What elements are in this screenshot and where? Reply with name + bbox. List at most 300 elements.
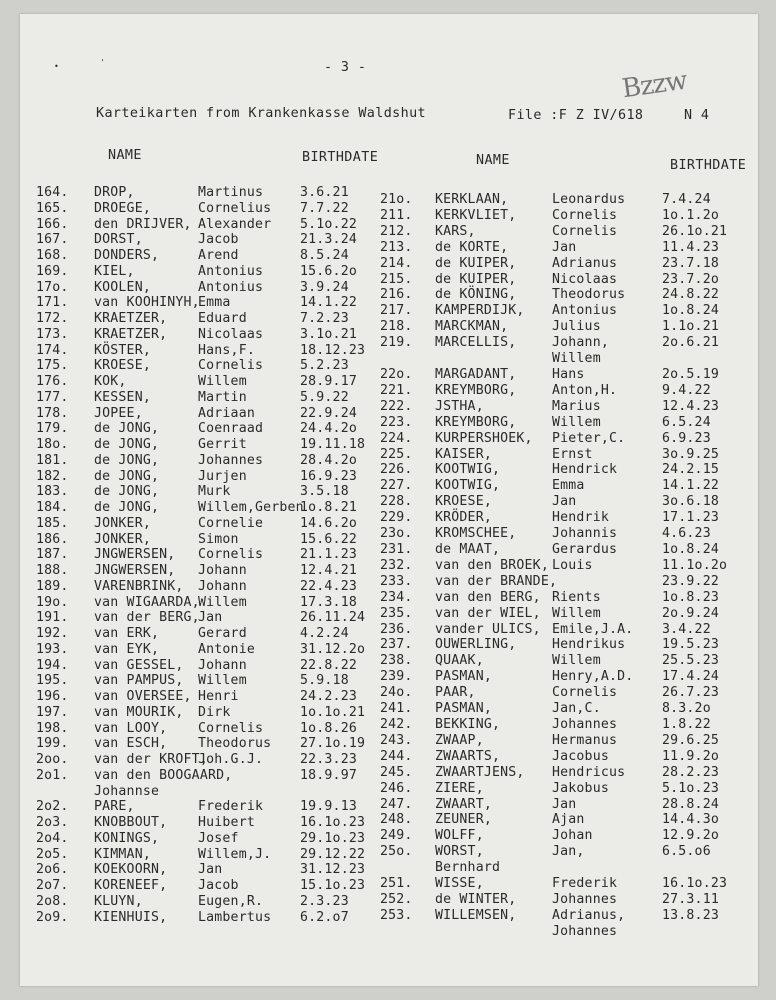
entry-surname: van der KROFT,	[94, 752, 208, 767]
entry-surname: KROESE,	[94, 358, 151, 374]
entry-given-name: Cornelis	[198, 358, 264, 374]
entry-number: 2o8.	[36, 893, 69, 909]
entry-surname: WISSE,	[435, 876, 484, 892]
entry-number: 227.	[380, 478, 413, 494]
entry-surname: vander ULICS,	[435, 621, 541, 637]
entry-given-name: Johannes	[198, 452, 264, 468]
entry-birthdate: 3o.6.18	[662, 494, 719, 510]
entry-birthdate: 31.12.2o	[300, 641, 366, 657]
entry-number: 165.	[36, 200, 69, 216]
entry-surname: KAISER,	[435, 446, 492, 462]
entry-given-name: Louis	[552, 557, 593, 573]
entry-birthdate: 5.1o.22	[300, 216, 357, 232]
entry-given-name: Cornelis	[198, 547, 264, 563]
entry-surname: van PAMPUS,	[94, 673, 184, 689]
entry-number: 25o.	[380, 844, 413, 860]
entry-number: 2o9.	[36, 909, 69, 925]
entry-surname: WOLFF,	[435, 828, 484, 844]
column-header-name-left: NAME	[108, 148, 142, 163]
entry-birthdate: 26.1o.21	[662, 223, 728, 239]
entry-number: 249.	[380, 828, 413, 844]
entry-number: 191.	[36, 610, 69, 626]
entry-number: 231.	[380, 542, 413, 558]
entry-birthdate: 16.9.23	[300, 468, 357, 484]
entry-birthdate: 18.9.97	[300, 767, 357, 783]
entry-given-name: Rients	[552, 589, 601, 605]
entry-surname: KERKVLIET,	[435, 207, 517, 223]
entry-number: 182.	[36, 468, 69, 484]
entry-given-name: Leonardus	[552, 192, 626, 207]
entry-birthdate: 19.5.23	[662, 637, 719, 653]
entry-birthdate: 15.6.22	[300, 531, 357, 547]
entry-birthdate: 1.1o.21	[662, 319, 719, 335]
entry-number: 169.	[36, 263, 69, 279]
entry-given-name: Nicolaas	[198, 326, 264, 342]
entry-number: 216.	[380, 287, 413, 303]
entry-given-name: Josef	[198, 830, 239, 846]
entry-given-name: Emile,J.A.	[552, 621, 634, 637]
entry-number: 252.	[380, 892, 413, 908]
column-header-birthdate-left: BIRTHDATE	[302, 150, 379, 165]
entry-surname: van der BRANDE,	[435, 573, 558, 589]
entry-surname: KOEKOORN,	[94, 862, 168, 878]
entry-surname: van den BERG,	[435, 589, 541, 605]
entry-surname: MARGADANT,	[435, 367, 517, 382]
entry-number: 172.	[36, 311, 69, 326]
entry-given-name: Cornelis	[552, 685, 618, 701]
entry-surname: KERKLAAN,	[435, 192, 509, 207]
entry-birthdate: 29.1o.23	[300, 830, 366, 846]
entry-number: 17o.	[36, 279, 69, 295]
entry-given-name: Ernst	[552, 446, 593, 462]
entry-number: 218.	[380, 319, 413, 335]
entry-number: 181.	[36, 452, 69, 468]
entry-birthdate: 14.1.22	[662, 478, 719, 494]
entry-given-name: Theodorus	[198, 736, 272, 752]
entry-given-name: Johan	[552, 828, 593, 844]
entry-surname: KIMMAN,	[94, 846, 151, 862]
handwritten-stamp: Bzzw	[620, 65, 689, 105]
entry-number: 244.	[380, 748, 413, 764]
entry-birthdate: 18.12.23	[300, 342, 366, 358]
entry-birthdate: 23.7.2o	[662, 271, 719, 287]
entry-birthdate: 5.2.23	[300, 358, 349, 374]
entry-birthdate: 23.9.22	[662, 573, 719, 589]
entry-birthdate: 28.9.17	[300, 374, 357, 389]
entry-number: 173.	[36, 326, 69, 342]
entry-given-name: Pieter,C.	[552, 430, 626, 446]
entry-number: 253.	[380, 907, 413, 923]
entry-number: 241.	[380, 701, 413, 717]
entry-number: 2o3.	[36, 815, 69, 830]
entry-number: 19o.	[36, 594, 69, 610]
entry-number: 238.	[380, 653, 413, 669]
entry-birthdate: 16.1o.23	[662, 876, 728, 892]
entry-number: 2o5.	[36, 846, 69, 862]
entry-number: 176.	[36, 374, 69, 389]
entry-given-name: Johann,	[552, 335, 609, 351]
entry-surname: PAAR,	[435, 685, 476, 701]
entry-birthdate: 14.6.2o	[300, 515, 357, 531]
entry-surname: de JONG,	[94, 452, 160, 468]
entry-birthdate: 14.1.22	[300, 295, 357, 311]
entry-surname: KESSEN,	[94, 389, 151, 405]
entry-birthdate: 5.1o.23	[662, 780, 719, 796]
entry-surname: de JONG,	[94, 421, 160, 437]
entry-number: 236.	[380, 621, 413, 637]
entry-birthdate: 1o.8.24	[662, 303, 719, 319]
entry-given-name: Johann	[198, 578, 247, 594]
entry-number: 223.	[380, 414, 413, 430]
entry-birthdate: 2.3.23	[300, 893, 349, 909]
entry-given-name: Johannes	[552, 717, 618, 733]
entry-number: 192.	[36, 626, 69, 641]
entry-surname: de MAAT,	[435, 542, 501, 558]
entry-surname: van OVERSEE,	[94, 689, 192, 704]
entry-given-name: Gerardus	[552, 542, 618, 558]
entry-surname: de KUIPER,	[435, 255, 517, 271]
entry-number: 183.	[36, 484, 69, 500]
entry-number: 18o.	[36, 437, 69, 452]
entry-surname: KOK,	[94, 374, 127, 389]
entry-birthdate: 5.9.22	[300, 389, 349, 405]
entry-given-name: Gerard	[198, 626, 247, 641]
entry-surname: ZIERE,	[435, 780, 484, 796]
entry-number: 186.	[36, 531, 69, 547]
entry-given-name: Adrianus	[552, 255, 618, 271]
entry-birthdate: 19.11.18	[300, 437, 366, 452]
entry-number: 196.	[36, 689, 69, 704]
entry-surname: van WIGAARDA,	[94, 594, 200, 610]
entry-birthdate: 24.2.23	[300, 689, 357, 704]
entry-surname: DROP,	[94, 185, 135, 200]
entry-birthdate: 7.7.22	[300, 200, 349, 216]
entry-given-name: Willem	[552, 351, 601, 367]
entry-surname: de JONG,	[94, 437, 160, 452]
entry-birthdate: 14.4.3o	[662, 812, 719, 828]
entry-given-name: Willem	[198, 374, 247, 389]
entry-birthdate: 19.9.13	[300, 799, 357, 815]
entry-birthdate: 15.1o.23	[300, 878, 366, 893]
entry-number: 177.	[36, 389, 69, 405]
entry-surname: ZWAARTJENS,	[435, 764, 525, 780]
entry-birthdate: 1o.8.24	[662, 542, 719, 558]
entry-number: 246.	[380, 780, 413, 796]
entry-surname: van den BROEK,	[435, 557, 549, 573]
entry-given-name: Hans	[552, 367, 585, 382]
entry-surname: van GESSEL,	[94, 657, 184, 673]
entry-number: 221.	[380, 382, 413, 398]
entry-surname: KORENEEF,	[94, 878, 168, 893]
entry-birthdate: 12.9.2o	[662, 828, 719, 844]
entry-surname: JONKER,	[94, 515, 151, 531]
entry-surname: de WINTER,	[435, 892, 517, 908]
entry-number: 234.	[380, 589, 413, 605]
entry-birthdate: 1o.8.23	[662, 589, 719, 605]
entry-birthdate: 1o.8.21	[300, 500, 357, 515]
entry-birthdate: 24.8.22	[662, 287, 719, 303]
entry-birthdate: 27.3.11	[662, 892, 719, 908]
entry-surname: de KUIPER,	[435, 271, 517, 287]
entry-surname: JNGWERSEN,	[94, 563, 176, 578]
entry-surname: KOOTWIG,	[435, 462, 501, 478]
entry-surname: JOPEE,	[94, 405, 143, 421]
punch-mark-left: •	[54, 62, 59, 71]
entry-birthdate: 21.3.24	[300, 232, 357, 248]
entry-birthdate: 22.4.23	[300, 578, 357, 594]
entry-given-name: Huibert	[198, 815, 255, 830]
entry-surname: KLUYN,	[94, 893, 143, 909]
entry-given-name: Willem	[552, 414, 601, 430]
entry-surname: de KORTE,	[435, 239, 509, 255]
entry-given-name: Cornelis	[552, 207, 618, 223]
entry-birthdate: 2o.5.19	[662, 367, 719, 382]
entry-number: 198.	[36, 720, 69, 736]
entry-given-name: Willem,J.	[198, 846, 272, 862]
entry-given-name: Martin	[198, 389, 247, 405]
entry-given-name: Eugen,R.	[198, 893, 264, 909]
punch-mark-right: '	[100, 58, 105, 67]
entry-surname: KURPERSHOEK,	[435, 430, 533, 446]
entry-birthdate: 24.4.2o	[300, 421, 357, 437]
entry-surname: MARCELLIS,	[435, 335, 517, 351]
entry-given-name: Coenraad	[198, 421, 264, 437]
entry-birthdate: 3.1o.21	[300, 326, 357, 342]
entry-surname: Johannse	[94, 783, 160, 799]
entry-birthdate: 22.9.24	[300, 405, 357, 421]
entry-birthdate: 29.12.22	[300, 846, 366, 862]
entry-number: 212.	[380, 223, 413, 239]
entry-birthdate: 17.4.24	[662, 669, 719, 685]
entry-given-name: Jan	[198, 862, 223, 878]
entry-given-name: Jan	[198, 610, 223, 626]
entry-given-name: Cornelie	[198, 515, 264, 531]
entry-number: 243.	[380, 732, 413, 748]
entry-surname: van ERK,	[94, 626, 160, 641]
entry-number: 217.	[380, 303, 413, 319]
entry-given-name: Arend	[198, 248, 239, 263]
entry-number: 197.	[36, 704, 69, 720]
entry-surname: MARCKMAN,	[435, 319, 509, 335]
entry-given-name: Willem	[552, 653, 601, 669]
entry-surname: ZEUNER,	[435, 812, 492, 828]
entry-given-name: Joh.G.J.	[198, 752, 264, 767]
entry-number: 2o6.	[36, 862, 69, 878]
entry-number: 233.	[380, 573, 413, 589]
entry-birthdate: 12.4.21	[300, 563, 357, 578]
entry-birthdate: 4.2.24	[300, 626, 349, 641]
entry-birthdate: 3.5.18	[300, 484, 349, 500]
entry-surname: BEKKING,	[435, 717, 501, 733]
entry-number: 179.	[36, 421, 69, 437]
entry-given-name: Hendrik	[552, 510, 609, 526]
entry-given-name: Murk	[198, 484, 231, 500]
entry-number: 224.	[380, 430, 413, 446]
entry-number: 178.	[36, 405, 69, 421]
entry-number: 189.	[36, 578, 69, 594]
entry-birthdate: 1o.1.2o	[662, 207, 719, 223]
entry-given-name: Antonie	[198, 641, 255, 657]
entry-given-name: Johann	[198, 657, 247, 673]
entry-birthdate: 11.9.2o	[662, 748, 719, 764]
entry-birthdate: 31.12.23	[300, 862, 366, 878]
entry-surname: KREYMBORG,	[435, 414, 517, 430]
entry-number: 171.	[36, 295, 69, 311]
entry-given-name: Nicolaas	[552, 271, 618, 287]
entry-birthdate: 12.4.23	[662, 398, 719, 414]
entry-birthdate: 26.7.23	[662, 685, 719, 701]
file-reference: File :F Z IV/618	[508, 108, 644, 123]
entry-surname: KREYMBORG,	[435, 382, 517, 398]
entry-birthdate: 21.1.23	[300, 547, 357, 563]
entry-birthdate: 4.6.23	[662, 526, 711, 542]
entry-given-name: Willem	[198, 673, 247, 689]
entry-given-name: Jacobus	[552, 748, 609, 764]
entry-birthdate: 3o.9.25	[662, 446, 719, 462]
entry-number: 222.	[380, 398, 413, 414]
entry-given-name: Antonius	[198, 279, 264, 295]
entry-number: 184.	[36, 500, 69, 515]
entry-number: 211.	[380, 207, 413, 223]
entry-birthdate: 2o.6.21	[662, 335, 719, 351]
entry-number: 213.	[380, 239, 413, 255]
entry-number: 228.	[380, 494, 413, 510]
entry-given-name: Hendricus	[552, 764, 626, 780]
entry-given-name: Hendrick	[552, 462, 618, 478]
entry-given-name: Willem	[198, 594, 247, 610]
entry-given-name: Henri	[198, 689, 239, 704]
entry-birthdate: 15.6.2o	[300, 263, 357, 279]
entry-birthdate: 2o.9.24	[662, 605, 719, 621]
entry-birthdate: 22.3.23	[300, 752, 357, 767]
entry-surname: de JONG,	[94, 484, 160, 500]
entry-given-name: Willem	[552, 605, 601, 621]
entry-given-name: Antonius	[552, 303, 618, 319]
entry-birthdate: 1.8.22	[662, 717, 711, 733]
entry-birthdate: 6.5.o6	[662, 844, 711, 860]
entry-number: 188.	[36, 563, 69, 578]
entry-surname: van MOURIK,	[94, 704, 184, 720]
entry-number: 175.	[36, 358, 69, 374]
entry-number: 237.	[380, 637, 413, 653]
entry-surname: van ESCH,	[94, 736, 168, 752]
entry-given-name: Johannes	[552, 923, 618, 939]
entry-birthdate: 5.9.18	[300, 673, 349, 689]
entry-surname: KÖSTER,	[94, 342, 151, 358]
entry-birthdate: 26.11.24	[300, 610, 366, 626]
entry-given-name: Jan,	[552, 844, 585, 860]
entry-number: 239.	[380, 669, 413, 685]
entry-number: 167.	[36, 232, 69, 248]
entry-given-name: Antonius	[198, 263, 264, 279]
entry-birthdate: 1o.8.26	[300, 720, 357, 736]
entry-number: 247.	[380, 796, 413, 812]
entry-number: 232.	[380, 557, 413, 573]
entry-birthdate: 22.8.22	[300, 657, 357, 673]
entry-number: 21o.	[380, 192, 413, 207]
entry-number: 199.	[36, 736, 69, 752]
entry-given-name: Jakobus	[552, 780, 609, 796]
entry-given-name: Gerrit	[198, 437, 247, 452]
entry-surname: van KOOHINYH,	[94, 295, 200, 311]
entry-given-name: Jacob	[198, 232, 239, 248]
entry-surname: DONDERS,	[94, 248, 160, 263]
entry-number: 194.	[36, 657, 69, 673]
entry-given-name: Hans,F.	[198, 342, 255, 358]
entry-birthdate: 9.4.22	[662, 382, 711, 398]
entry-given-name: Simon	[198, 531, 239, 547]
entry-number: 215.	[380, 271, 413, 287]
entry-birthdate: 3.9.24	[300, 279, 349, 295]
entry-number: 22o.	[380, 367, 413, 382]
entry-surname: JNGWERSEN,	[94, 547, 176, 563]
entry-surname: WORST,	[435, 844, 484, 860]
entry-given-name: Frederik	[198, 799, 264, 815]
entry-given-name: Hendrikus	[552, 637, 626, 653]
entry-birthdate: 11.4.23	[662, 239, 719, 255]
entry-given-name: Johann	[198, 563, 247, 578]
entry-given-name: Jan	[552, 796, 577, 812]
entry-birthdate: 11.1o.2o	[662, 557, 728, 573]
entry-given-name: Alexander	[198, 216, 272, 232]
entry-given-name: Jan,C.	[552, 701, 601, 717]
entry-number: 168.	[36, 248, 69, 263]
entry-number: 2o1.	[36, 767, 69, 783]
entry-given-name: Cornelis	[552, 223, 618, 239]
entry-surname: ZWAARTS,	[435, 748, 501, 764]
entry-given-name: Cornelis	[198, 720, 264, 736]
entry-birthdate: 28.2.23	[662, 764, 719, 780]
entry-surname: KIEL,	[94, 263, 135, 279]
entry-birthdate: 29.6.25	[662, 732, 719, 748]
entry-birthdate: 28.8.24	[662, 796, 719, 812]
entry-given-name: Hermanus	[552, 732, 618, 748]
entry-surname: JONKER,	[94, 531, 151, 547]
entry-birthdate: 25.5.23	[662, 653, 719, 669]
entry-given-name: Julius	[552, 319, 601, 335]
entry-surname: den DRIJVER,	[94, 216, 192, 232]
entry-number: 225.	[380, 446, 413, 462]
entry-given-name: Theodorus	[552, 287, 626, 303]
document-number: N 4	[684, 108, 710, 123]
entry-number: 245.	[380, 764, 413, 780]
entry-given-name: Ajan	[552, 812, 585, 828]
entry-given-name: Jacob	[198, 878, 239, 893]
entry-birthdate: 28.4.2o	[300, 452, 357, 468]
entry-birthdate: 7.4.24	[662, 192, 711, 207]
entry-surname: de KÖNING,	[435, 287, 517, 303]
entry-birthdate: 16.1o.23	[300, 815, 366, 830]
entry-number: 23o.	[380, 526, 413, 542]
entry-given-name: Johannes	[552, 892, 618, 908]
entry-surname: KOOTWIG,	[435, 478, 501, 494]
entry-surname: WILLEMSEN,	[435, 907, 517, 923]
entry-birthdate: 1o.1o.21	[300, 704, 366, 720]
entry-birthdate: 7.2.23	[300, 311, 349, 326]
entry-birthdate: 27.1o.19	[300, 736, 366, 752]
entry-surname: van der WIEL,	[435, 605, 541, 621]
entry-surname: KRAETZER,	[94, 311, 168, 326]
entry-surname: ZWAART,	[435, 796, 492, 812]
entry-given-name: Jan	[552, 494, 577, 510]
entry-number: 164.	[36, 185, 69, 200]
entry-birthdate: 17.3.18	[300, 594, 357, 610]
entry-number: 2o7.	[36, 878, 69, 893]
entry-birthdate: 8.5.24	[300, 248, 349, 263]
entry-surname: PASMAN,	[435, 701, 492, 717]
entry-surname: DORST,	[94, 232, 143, 248]
entry-given-name: Martinus	[198, 185, 264, 200]
